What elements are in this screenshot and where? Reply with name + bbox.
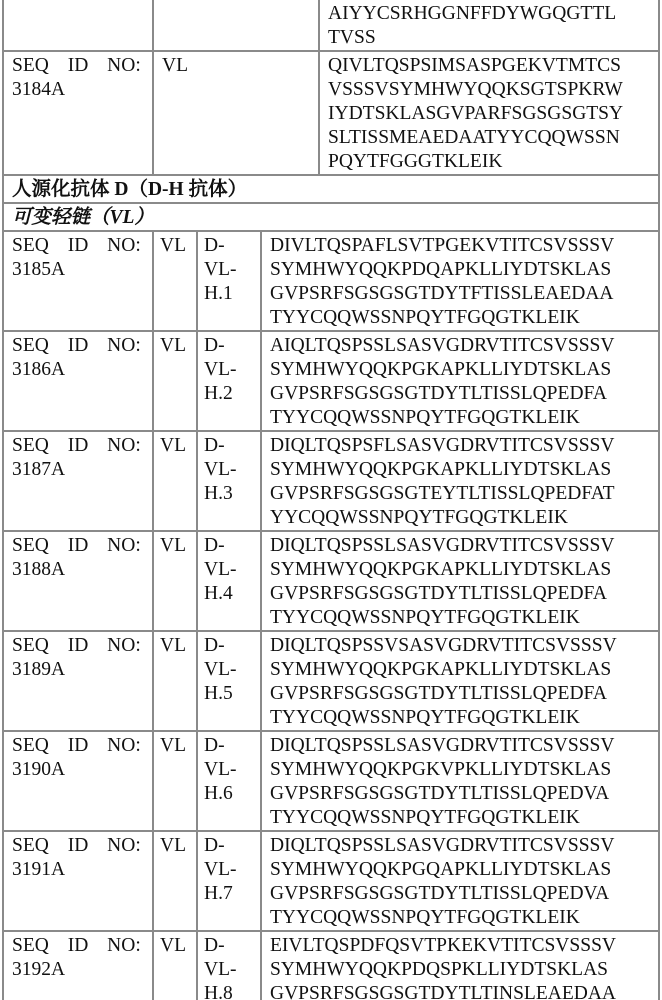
seq-id-number: 3191A <box>12 858 146 882</box>
table-row <box>3 0 659 51</box>
text-line: EIVLTQSPDFQSVTPKEKVTITCSVSSSV <box>270 934 652 958</box>
text-line: H.3 <box>204 482 254 506</box>
text-line: TYYCQQWSSNPQYTFGQGTKLEIK <box>270 906 652 930</box>
chain-cell: VL <box>153 431 197 531</box>
text-line: SYMHWYQQKPGQAPKLLIYDTSKLAS <box>270 858 652 882</box>
chain-cell <box>153 0 319 51</box>
table-row <box>3 431 659 531</box>
antibody-name-cell <box>197 631 261 731</box>
text-line: VL- <box>204 958 254 982</box>
seq-id-label: SEQ ID NO: <box>12 434 146 458</box>
subsection-heading: 可变轻链（VL） <box>3 203 659 231</box>
seq-id-cell <box>3 631 153 731</box>
sequence-cell <box>319 0 659 51</box>
text-line: VL- <box>204 358 254 382</box>
subsection-heading-row <box>3 203 659 231</box>
text-line: SYMHWYQQKPGKAPKLLIYDTSKLAS <box>270 658 652 682</box>
seq-id-number: 3186A <box>12 358 146 382</box>
chain-cell: VL <box>153 531 197 631</box>
table-row <box>3 931 659 1000</box>
table-row <box>3 731 659 831</box>
text-line: GVPSRFSGSGSGTDYTLTISSLQPEDVA <box>270 882 652 906</box>
text-line: VSSSVSYMHWYQQKSGTSPKRW <box>328 78 652 102</box>
text-line: GVPSRFSGSGSGTDYTLTISSLQPEDFA <box>270 682 652 706</box>
antibody-name-cell <box>197 731 261 831</box>
seq-id-label: SEQ ID NO: <box>12 934 146 958</box>
seq-id-cell <box>3 831 153 931</box>
text-line: D- <box>204 234 254 258</box>
text-line: AIYYCSRHGGNFFDYWGQGTTL <box>328 2 652 26</box>
sequence-cell <box>261 531 659 631</box>
text-line: D- <box>204 734 254 758</box>
seq-id-cell <box>3 431 153 531</box>
text-line: TYYCQQWSSNPQYTFGQGTKLEIK <box>270 806 652 830</box>
text-line: D- <box>204 634 254 658</box>
text-line: DIQLTQSPSSVSASVGDRVTITCSVSSSV <box>270 634 652 658</box>
sequence-cell <box>319 51 659 175</box>
text-line: AIQLTQSPSSLSASVGDRVTITCSVSSSV <box>270 334 652 358</box>
text-line: GVPSRFSGSGSGTDYTLTISSLQPEDVA <box>270 782 652 806</box>
text-line: D- <box>204 934 254 958</box>
chain-cell: VL <box>153 51 319 175</box>
seq-id-cell <box>3 931 153 1000</box>
text-line: DIQLTQSPSFLSASVGDRVTITCSVSSSV <box>270 434 652 458</box>
section-heading: 人源化抗体 D（D-H 抗体） <box>3 175 659 203</box>
text-line: H.1 <box>204 282 254 306</box>
sequence-table-vl <box>2 230 660 1000</box>
text-line: H.5 <box>204 682 254 706</box>
text-line: TYYCQQWSSNPQYTFGQGTKLEIK <box>270 406 652 430</box>
patent-sequence-table-page <box>0 0 662 1000</box>
text-line: SYMHWYQQKPGKAPKLLIYDTSKLAS <box>270 458 652 482</box>
seq-id-label: SEQ ID NO: <box>12 634 146 658</box>
text-line: SYMHWYQQKPGKAPKLLIYDTSKLAS <box>270 558 652 582</box>
chain-cell: VL <box>153 231 197 331</box>
antibody-name-cell <box>197 931 261 1000</box>
sequence-cell <box>261 931 659 1000</box>
text-line: GVPSRFSGSGSGTDYTLTISSLQPEDFA <box>270 382 652 406</box>
text-line: D- <box>204 534 254 558</box>
seq-id-label: SEQ ID NO: <box>12 334 146 358</box>
text-line: SYMHWYQQKPGKAPKLLIYDTSKLAS <box>270 358 652 382</box>
table-wrapper <box>0 0 662 1000</box>
text-line: VL- <box>204 458 254 482</box>
seq-id-cell <box>3 331 153 431</box>
sequence-cell <box>261 731 659 831</box>
text-line: GVPSRFSGSGSGTDYTLTINSLEAEDAA <box>270 982 652 1000</box>
text-line: YYCQQWSSNPQYTFGQGTKLEIK <box>270 506 652 530</box>
chain-cell: VL <box>153 731 197 831</box>
table-row <box>3 631 659 731</box>
text-line: QIVLTQSPSIMSASPGEKVTMTCS <box>328 54 652 78</box>
text-line: VL- <box>204 258 254 282</box>
text-line: D- <box>204 434 254 458</box>
text-line: TYYCQQWSSNPQYTFGQGTKLEIK <box>270 606 652 630</box>
sequence-cell <box>261 631 659 731</box>
text-line: D- <box>204 834 254 858</box>
text-line: DIQLTQSPSSLSASVGDRVTITCSVSSSV <box>270 834 652 858</box>
seq-id-number: 3188A <box>12 558 146 582</box>
text-line: DIQLTQSPSSLSASVGDRVTITCSVSSSV <box>270 534 652 558</box>
text-line: SYMHWYQQKPGKVPKLLIYDTSKLAS <box>270 758 652 782</box>
sequence-cell <box>261 831 659 931</box>
text-line: H.4 <box>204 582 254 606</box>
seq-id-cell <box>3 231 153 331</box>
section-heading-row <box>3 175 659 203</box>
seq-id-cell <box>3 731 153 831</box>
text-line: TVSS <box>328 26 652 50</box>
antibody-name-cell <box>197 431 261 531</box>
seq-id-label: SEQ ID NO: <box>12 734 146 758</box>
chain-cell: VL <box>153 831 197 931</box>
table-row <box>3 831 659 931</box>
text-line: TYYCQQWSSNPQYTFGQGTKLEIK <box>270 306 652 330</box>
antibody-name-cell <box>197 231 261 331</box>
antibody-name-cell <box>197 831 261 931</box>
seq-id-cell <box>3 51 153 175</box>
text-line: GVPSRFSGSGSGTDYTFTISSLEAEDAA <box>270 282 652 306</box>
table-row <box>3 231 659 331</box>
sequence-table-top <box>2 0 660 232</box>
antibody-name-cell <box>197 331 261 431</box>
text-line: VL- <box>204 558 254 582</box>
seq-id-number: 3192A <box>12 958 146 982</box>
text-line: GVPSRFSGSGSGTEYTLTISSLQPEDFAT <box>270 482 652 506</box>
seq-id-cell <box>3 0 153 51</box>
seq-id-cell <box>3 531 153 631</box>
text-line: GVPSRFSGSGSGTDYTLTISSLQPEDFA <box>270 582 652 606</box>
sequence-cell <box>261 431 659 531</box>
seq-id-label: SEQ ID NO: <box>12 534 146 558</box>
text-line: VL- <box>204 858 254 882</box>
text-line: SLTISSMEAEDAATYYCQQWSSN <box>328 126 652 150</box>
chain-cell: VL <box>153 631 197 731</box>
text-line: VL- <box>204 758 254 782</box>
text-line: VL- <box>204 658 254 682</box>
text-line: H.7 <box>204 882 254 906</box>
seq-id-number: 3184A <box>12 78 146 102</box>
sequence-cell <box>261 331 659 431</box>
seq-id-number: 3185A <box>12 258 146 282</box>
table-row <box>3 331 659 431</box>
seq-id-label: SEQ ID NO: <box>12 234 146 258</box>
text-line: DIQLTQSPSSLSASVGDRVTITCSVSSSV <box>270 734 652 758</box>
table-row <box>3 51 659 175</box>
text-line: DIVLTQSPAFLSVTPGEKVTITCSVSSSV <box>270 234 652 258</box>
seq-id-number: 3189A <box>12 658 146 682</box>
chain-cell: VL <box>153 931 197 1000</box>
text-line: H.2 <box>204 382 254 406</box>
chain-cell: VL <box>153 331 197 431</box>
text-line: H.8 <box>204 982 254 1000</box>
text-line: SYMHWYQQKPDQAPKLLIYDTSKLAS <box>270 258 652 282</box>
text-line: D- <box>204 334 254 358</box>
seq-id-label: SEQ ID NO: <box>12 834 146 858</box>
text-line: H.6 <box>204 782 254 806</box>
text-line: IYDTSKLASGVPARFSGSGSGTSY <box>328 102 652 126</box>
sequence-cell <box>261 231 659 331</box>
text-line: SYMHWYQQKPDQSPKLLIYDTSKLAS <box>270 958 652 982</box>
seq-id-number: 3187A <box>12 458 146 482</box>
seq-id-label: SEQ ID NO: <box>12 54 146 78</box>
table-row <box>3 531 659 631</box>
seq-id-number: 3190A <box>12 758 146 782</box>
antibody-name-cell <box>197 531 261 631</box>
text-line: TYYCQQWSSNPQYTFGQGTKLEIK <box>270 706 652 730</box>
text-line: PQYTFGGGTKLEIK <box>328 150 652 174</box>
